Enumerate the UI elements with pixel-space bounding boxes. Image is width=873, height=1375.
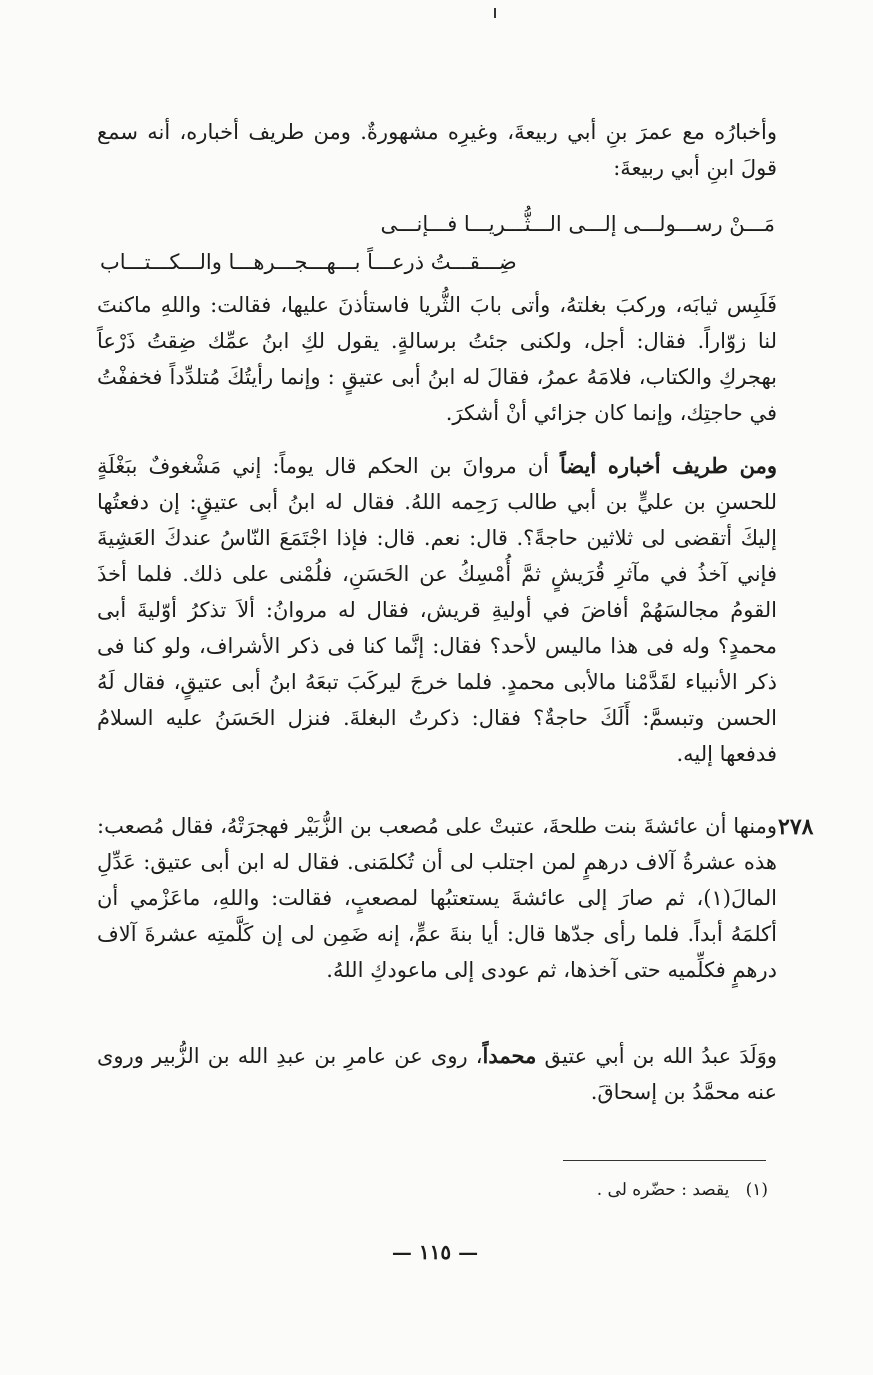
paragraph-5 [97,1038,777,1110]
paragraph-3-heading: ومن طريف أخباره أيضاً [559,453,777,478]
verse-line-2: ضِـــقـــتُ ذرعـــاً بـــهـــجـــرهـــا والـــكـــتـــاب [100,250,517,274]
section-number: ٢٧٨ [778,814,814,840]
paragraph-3-body: أن مروانَ بن الحكم قال يوماً: إني مَشْغوفٌ ببَغْلَةٍ للحسنِ بن عليٍّ بن أبي طالب رَحِمه اللهُ. فقال له ابنُ أبى عتيقٍ: إن دفعتُها إليكَ أتقضى لى ثلاثين حاجةً؟. قال: نعم. قال: فإذا اجْتَمَعَ النّاسُ عندكَ العَشِيةَ فإني آخذُ في مآثرِ قُرَيشٍ ثمَّ أُمْسِكُ عن الحَسَنِ، فلُمْنى على ذلك. فلما أخذَ القومُ مجالسَهُمْ أفاضَ في أوليةِ قريش، فقال له مروانُ: ألاَ تذكرُ أوّليةَ أبى محمدٍ؟ وله فى هذا ماليس لأحد؟ فقال: إنَّما كنا فى ذكر الأشراف، ولو كنا فى ذكر الأنبياء لقَدَّمْنا مالأبى محمدٍ. فلما خرجَ ليركَبَ تبعَهُ ابنُ أبى عتيقٍ، فقال لَهُ الحسن وتبسمَّ: أَلَكَ حاجةٌ؟ فقال: ذكرتُ البغلةَ. فنزل الحَسَنُ عليه السلامُ فدفعها إليه. [97,454,777,766]
paragraph-1: وأخبارُه مع عمرَ بنِ أبي ربيعةَ، وغيرِه مشهورةٌ. ومن طريف أخباره، أنه سمع قولَ ابنِ أبي ربيعةَ: [97,120,777,180]
paragraph-4: ومنها أن عائشةَ بنت طلحةَ، عتبتْ على مُصعب بن الزُّبَيْر فهجرَتْهُ، فقال مُصعب: هذه عشرةُ آلاف درهمٍ لمن اجتلب لى أن تُكلمَنى. فقال له ابن أبى عتيق: عَدِّلِ المالَ(١)، ثم صارَ إلى عائشةَ يستعتبُها لمصعبٍ، فقالت: واللهِ، ماعَزْمي أن أكلمَهُ أبداً. فلما رأى جدّها قال: أيا بنةَ عمٍّ، إنه ضَمِن لى إن كَلَّمتِه عشرةَ آلاف درهمٍ فكلِّميه حتى آخذها، ثم عودى إلى ماعودكِ اللهُ. [97,814,777,982]
paragraph-2: فَلَبِس ثيابَه، وركبَ بغلتهُ، وأتى بابَ الثُّريا فاستأذنَ عليها، فقالت: واللهِ ماكنتَ لنا زوّاراً. فقال: أجل، ولكنى جئتُ برسالةٍ. يقول لكِ ابنُ عمِّك ضِقتُ ذَرْعاً بهجركِ والكتاب، فلامَهُ عمرُ، فقالَ له ابنُ أبى عتيقٍ : وإنما رأيتُكَ مُتلدِّداً فخففْتُ في حاجتِك، وإنما كان جزائي أنْ أشكرَ. [97,293,777,425]
verse-line-1: مَـــنْ رســـولـــى إلـــى الـــثُّـــريـــا فـــإنـــى [380,212,775,236]
top-mark [494,8,496,18]
paragraph-5-end: ، روى عن عامرِ بن عبدِ الله بن الزُّبير وروى عنه محمَّدُ بن إسحاقَ. [97,1044,777,1104]
footnote-marker: (١) [745,1180,768,1200]
paragraph-5-start: ووَلَدَ عبدُ الله بن أبي عتيق [536,1044,777,1068]
footnote-divider [563,1160,766,1161]
page-number: — ١١٥ — [391,1240,479,1264]
paragraph-3 [97,448,777,772]
paragraph-5-name: محمداً [482,1043,537,1068]
footnote-text: يقصد : حضّره لى . [596,1180,730,1200]
footnote [500,1180,768,1200]
